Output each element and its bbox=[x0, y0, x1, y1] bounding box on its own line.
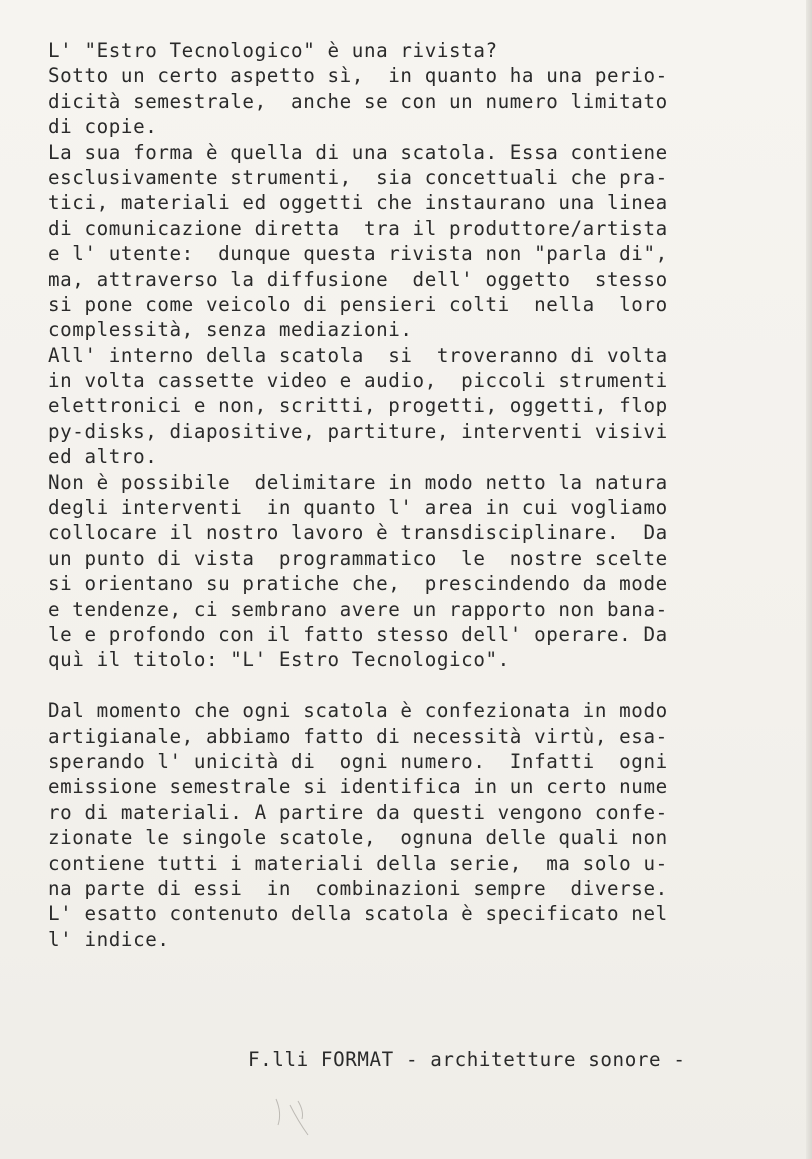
text-line: La sua forma è quella di una scatola. Essa contiene bbox=[48, 140, 668, 164]
text-line: collocare il nostro lavoro è transdisciplinare. Da bbox=[48, 521, 668, 545]
text-line: complessità, senza mediazioni. bbox=[48, 318, 413, 342]
text-line: dicità semestrale, anche se con un numero limitato bbox=[48, 89, 668, 113]
text-line: quì il titolo: "L' Estro Tecnologico". bbox=[48, 648, 510, 672]
text-line: Dal momento che ogni scatola è confezionata in modo bbox=[48, 699, 668, 723]
text-line: tici, materiali ed oggetti che instaurano una linea bbox=[48, 191, 668, 215]
text-line: un punto di vista programmatico le nostre scelte bbox=[48, 546, 668, 570]
text-line: py-disks, diapositive, partiture, interventi visivi bbox=[48, 419, 668, 443]
paragraph-2 bbox=[48, 698, 788, 952]
text-line: in volta cassette video e audio, piccoli strumenti bbox=[48, 369, 668, 393]
text-line: si orientano su pratiche che, prescindendo da mode bbox=[48, 572, 668, 596]
paragraph-gap bbox=[48, 673, 788, 698]
text-line: ro di materiali. A partire da questi vengono confe- bbox=[48, 800, 668, 824]
paragraph-1 bbox=[48, 38, 788, 673]
text-line: degli interventi in quanto l' area in cui vogliamo bbox=[48, 496, 668, 520]
text-line: ed altro. bbox=[48, 445, 158, 469]
signature-line: F.lli FORMAT - architetture sonore - bbox=[248, 1048, 686, 1071]
text-line: di comunicazione diretta tra il produttore/artista bbox=[48, 216, 668, 240]
text-line: e tendenze, ci sembrano avere un rapporto non bana- bbox=[48, 597, 668, 621]
body-text bbox=[48, 38, 788, 952]
text-line: contiene tutti i materiali della serie, ma solo u- bbox=[48, 851, 668, 875]
text-line: le e profondo con il fatto stesso dell' operare. Da bbox=[48, 622, 668, 646]
pen-mark bbox=[268, 1095, 338, 1145]
text-line: si pone come veicolo di pensieri colti nella loro bbox=[48, 292, 668, 316]
text-line: na parte di essi in combinazioni sempre diverse. bbox=[48, 876, 668, 900]
text-line: di copie. bbox=[48, 115, 158, 139]
text-line: elettronici e non, scritti, progetti, oggetti, flop bbox=[48, 394, 668, 418]
text-line: sperando l' unicità di ogni numero. Infatti ogni bbox=[48, 749, 668, 773]
text-line: Non è possibile delimitare in modo netto la natura bbox=[48, 470, 668, 494]
text-line: L' "Estro Tecnologico" è una rivista? bbox=[48, 39, 498, 62]
text-line: e l' utente: dunque questa rivista non "parla di", bbox=[48, 242, 668, 266]
text-line: artigianale, abbiamo fatto di necessità virtù, esa- bbox=[48, 724, 668, 748]
text-line: ma, attraverso la diffusione dell' oggetto stesso bbox=[48, 267, 668, 291]
paper-edge bbox=[806, 0, 812, 1159]
text-line: All' interno della scatola si troveranno di volta bbox=[48, 343, 668, 367]
text-line: emissione semestrale si identifica in un certo nume bbox=[48, 775, 668, 799]
text-line: l' indice. bbox=[48, 927, 170, 951]
text-line: Sotto un certo aspetto sì, in quanto ha una perio- bbox=[48, 64, 668, 88]
text-line: esclusivamente strumenti, sia concettuali che pra- bbox=[48, 165, 668, 189]
text-line: zionate le singole scatole, ognuna delle quali non bbox=[48, 826, 668, 850]
text-line: L' esatto contenuto della scatola è specificato nel bbox=[48, 902, 668, 926]
